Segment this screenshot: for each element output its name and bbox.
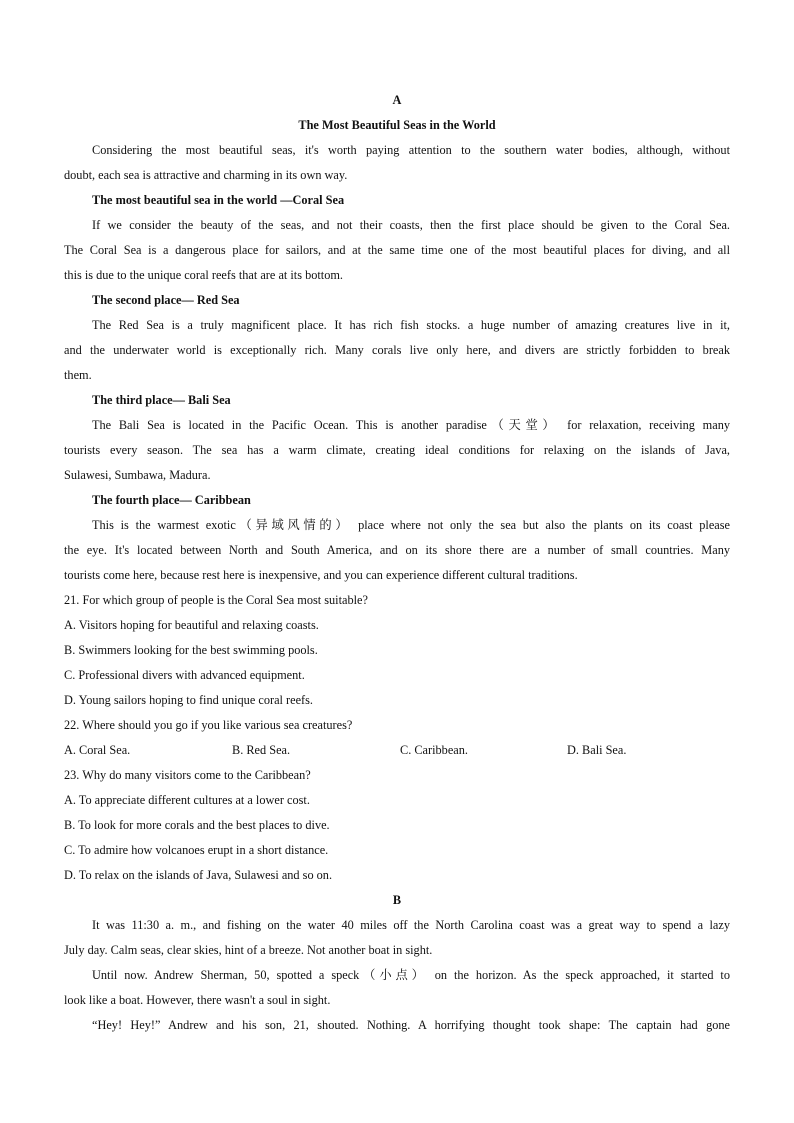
paragraph-line: This is the warmest exotic（异域风情的） place where not only the sea but also the plants on its coast please — [92, 518, 730, 532]
document-page — [64, 88, 730, 1038]
question-23-option-d: D. To relax on the islands of Java, Sulawesi and so on. — [64, 868, 333, 882]
paragraph-line: this is due to the unique coral reefs that are at its bottom. — [64, 268, 343, 282]
paragraph-line: The Bali Sea is located in the Pacific Ocean. This is another paradise（天堂） for relaxation, receiving many — [92, 418, 730, 432]
place-heading-red-sea: The second place— Red Sea — [92, 293, 240, 307]
paragraph-line: “Hey! Hey!” Andrew and his son, 21, shouted. Nothing. A horrifying thought took shape: The captain had gone — [92, 1018, 730, 1032]
question-21-option-b: B. Swimmers looking for the best swimming pools. — [64, 643, 318, 657]
paragraph-line: the eye. It's located between North and South America, and on its shore there are a number of small countries. Many — [64, 543, 730, 557]
place-heading-coral-sea: The most beautiful sea in the world —Coral Sea — [92, 193, 345, 207]
paragraph-line: and the underwater world is exceptionally rich. Many corals live only here, and divers are strictly forbidden to break — [64, 343, 730, 357]
passage-a-title: The Most Beautiful Seas in the World — [298, 118, 496, 132]
question-21-option-c: C. Professional divers with advanced equipment. — [64, 668, 305, 682]
paragraph-line: look like a boat. However, there wasn't a soul in sight. — [64, 993, 331, 1007]
question-21-stem: 21. For which group of people is the Coral Sea most suitable? — [64, 593, 368, 607]
paragraph-line: Sulawesi, Sumbawa, Madura. — [64, 468, 211, 482]
section-b-label: B — [392, 893, 402, 907]
question-22-options — [64, 738, 730, 763]
question-22-option-a: A. Coral Sea. — [64, 743, 131, 757]
question-22-option-c: C. Caribbean. — [400, 743, 468, 757]
question-23-option-a: A. To appreciate different cultures at a lower cost. — [64, 793, 310, 807]
question-23-option-c: C. To admire how volcanoes erupt in a short distance. — [64, 843, 329, 857]
paragraph-line: The Red Sea is a truly magnificent place. It has rich fish stocks. a huge number of amazing creatures live in it, — [92, 318, 730, 332]
question-22-option-d: D. Bali Sea. — [567, 743, 627, 757]
paragraph-line: tourists every season. The sea has a warm climate, creating ideal conditions for relaxing on the islands of Java, — [64, 443, 730, 457]
intro-line: Considering the most beautiful seas, it's worth paying attention to the southern water bodies, although, without — [92, 143, 730, 157]
section-a-label: A — [392, 93, 402, 107]
question-22-option-b: B. Red Sea. — [232, 743, 291, 757]
paragraph-line: them. — [64, 368, 92, 382]
question-21-option-a: A. Visitors hoping for beautiful and relaxing coasts. — [64, 618, 319, 632]
question-23-stem: 23. Why do many visitors come to the Caribbean? — [64, 768, 311, 782]
place-heading-bali-sea: The third place— Bali Sea — [92, 393, 231, 407]
paragraph-line: Until now. Andrew Sherman, 50, spotted a speck（小点） on the horizon. As the speck approached, it started to — [92, 968, 730, 982]
paragraph-line: July day. Calm seas, clear skies, hint of a breeze. Not another boat in sight. — [64, 943, 433, 957]
intro-line: doubt, each sea is attractive and charming in its own way. — [64, 168, 348, 182]
paragraph-line: If we consider the beauty of the seas, and not their coasts, then the first place should be given to the Coral Sea. — [92, 218, 730, 232]
paragraph-line: tourists come here, because rest here is inexpensive, and you can experience different cultural traditions. — [64, 568, 578, 582]
question-23-option-b: B. To look for more corals and the best places to dive. — [64, 818, 330, 832]
paragraph-line: It was 11:30 a. m., and fishing on the water 40 miles off the North Carolina coast was a great way to spend a lazy — [92, 918, 730, 932]
paragraph-line: The Coral Sea is a dangerous place for sailors, and at the same time one of the most beautiful places for diving, and all — [64, 243, 730, 257]
place-heading-caribbean: The fourth place— Caribbean — [92, 493, 251, 507]
question-21-option-d: D. Young sailors hoping to find unique coral reefs. — [64, 693, 313, 707]
question-22-stem: 22. Where should you go if you like various sea creatures? — [64, 718, 353, 732]
